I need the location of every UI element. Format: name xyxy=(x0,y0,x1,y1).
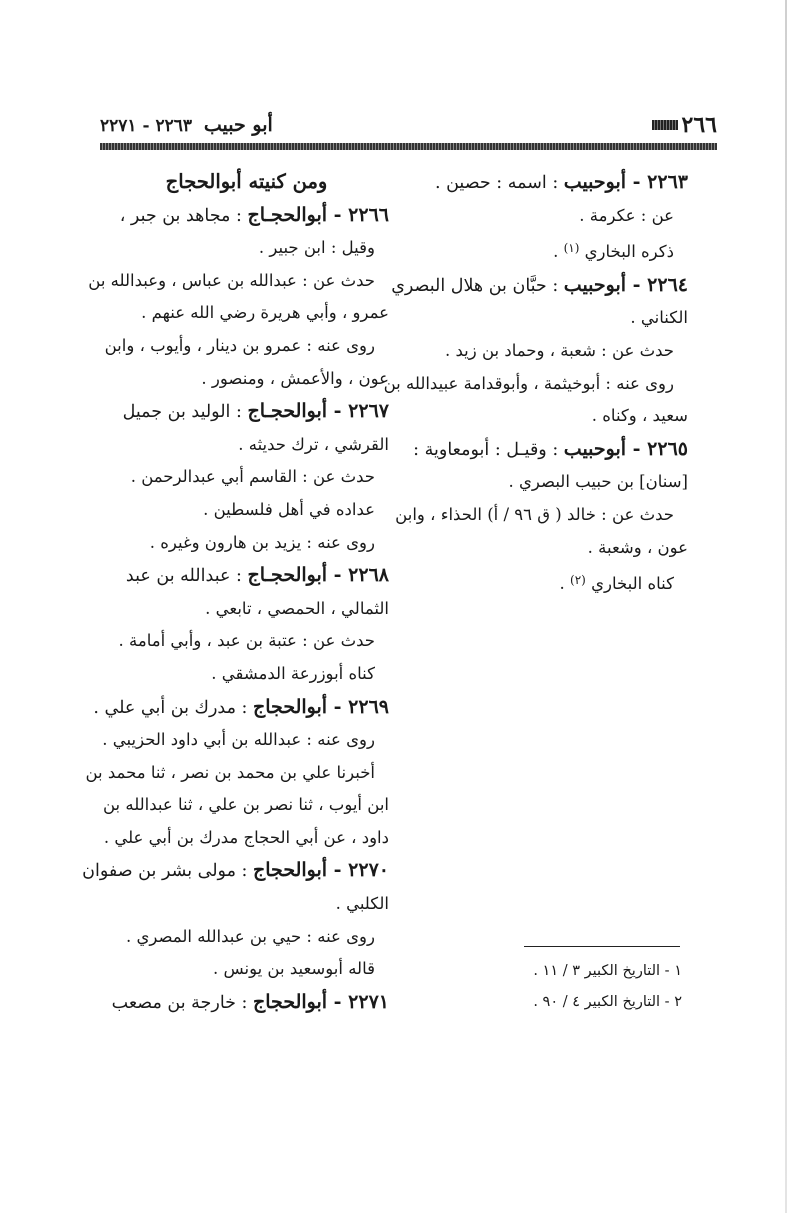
entry-number: ٢٢٦٧ - xyxy=(327,400,389,423)
page-header xyxy=(100,112,717,140)
line-text: حدث عن : شعبة ، وحماد بن زيد . xyxy=(445,340,674,360)
entry-line xyxy=(93,691,389,725)
entry-kunya: أبوالحجـاج xyxy=(247,203,328,226)
entry-text: : حبَّان بن هلال البصري xyxy=(391,275,564,296)
continuation-line xyxy=(408,466,688,499)
line-tail: . xyxy=(559,574,571,594)
text-line xyxy=(88,265,389,298)
line-text: أخبرنا علي بن محمد بن نصر ، ثنا محمد بن xyxy=(85,762,375,782)
text-line xyxy=(408,232,688,269)
footnote-ref: (١) xyxy=(563,241,580,256)
entry-line xyxy=(104,559,389,593)
page-number-block xyxy=(652,112,717,138)
running-header xyxy=(100,114,273,136)
entry-text: : خارجة بن مصعب xyxy=(111,992,253,1013)
entry-number: ٢٢٧٠ - xyxy=(327,859,389,882)
entry-text: : مجاهد بن جبر ، xyxy=(119,205,248,226)
entry-kunya: أبوالحجاج xyxy=(253,695,328,718)
entry-text: : مدرك بن أبي علي . xyxy=(93,697,253,718)
line-text: حدث عن : القاسم أبي عبدالرحمن . xyxy=(130,467,375,487)
line-text: عون ، وشعبة . xyxy=(587,537,688,557)
entry-kunya: أبوالحجاج xyxy=(253,990,328,1013)
continuation-line xyxy=(104,593,389,626)
text-line xyxy=(104,953,389,986)
line-tail: . xyxy=(553,242,564,262)
text-line xyxy=(395,499,688,532)
entry-number: ٢٢٦٨ - xyxy=(327,564,389,587)
continuation-line xyxy=(104,822,389,855)
footnote-item: ٢ - التاريخ الكبير ٤ / ٩٠ . xyxy=(533,994,682,1010)
line-text: روى عنه : حيي بن عبدالله المصري . xyxy=(125,926,375,946)
text-line xyxy=(104,330,389,363)
continuation-line xyxy=(104,789,389,822)
entry-line xyxy=(104,199,389,233)
text-line xyxy=(104,625,389,658)
entry-text: : مولى بشر بن صفوان xyxy=(82,861,253,882)
line-text: كناه البخاري xyxy=(591,574,674,594)
page-edge xyxy=(785,0,787,1213)
line-text: ذكره البخاري xyxy=(584,242,674,262)
text-line xyxy=(408,564,688,601)
line-text: حدث عن : عبدالله بن عباس ، وعبدالله بن xyxy=(88,270,375,290)
entry-text: : اسمه : حصين . xyxy=(434,173,564,193)
entry-kunya: أبوحبيب xyxy=(563,273,627,296)
entry-text: : وقيـل : أبومعاوية : xyxy=(413,439,564,460)
continuation-line xyxy=(408,302,688,335)
text-line xyxy=(104,232,389,265)
text-line xyxy=(104,494,389,527)
text-line xyxy=(104,658,389,691)
entry-text: : عبدالله بن عبد xyxy=(125,566,248,587)
entry-number: ٢٢٦٤ - xyxy=(626,273,688,296)
entry-kunya: أبوالحجـاج xyxy=(247,564,328,587)
entry-number: ٢٢٦٣ - xyxy=(626,171,688,193)
line-text: قاله أبوسعيد بن يونس . xyxy=(212,959,375,979)
entry-range: ٢٢٦٣ - ٢٢٧١ xyxy=(100,116,192,136)
header-ornament xyxy=(652,120,678,130)
entry-line xyxy=(391,269,688,303)
footnote-ref: (٢) xyxy=(570,573,586,588)
line-text: [سنان] بن حبيب البصري . xyxy=(508,472,688,492)
entry-line xyxy=(104,395,389,429)
text-line xyxy=(104,724,389,757)
text-line xyxy=(85,757,389,790)
line-text: روى عنه : عبدالله بن أبي داود الحزيبي . xyxy=(102,730,375,750)
footnote-rule xyxy=(524,946,680,947)
continuation-line xyxy=(104,888,389,921)
line-text: عداده في أهل فلسطين . xyxy=(203,499,375,519)
line-text: ابن أيوب ، ثنا نصر بن علي ، ثنا عبدالله بن xyxy=(102,795,389,815)
continuation-line xyxy=(408,532,688,565)
line-text: داود ، عن أبي الحجاج مدرك بن أبي علي . xyxy=(103,827,389,847)
continuation-line xyxy=(408,400,688,433)
line-text: عون ، والأعمش ، ومنصور . xyxy=(201,368,389,388)
entry-kunya: أبوحبيب xyxy=(563,171,627,193)
header-rule xyxy=(100,143,717,150)
line-text: الثمالي ، الحمصي ، تابعي . xyxy=(205,598,389,618)
line-text: الكلبي . xyxy=(335,894,389,914)
text-line xyxy=(104,527,389,560)
text-line xyxy=(408,335,688,368)
line-text: عمرو ، وأبي هريرة رضي الله عنهم . xyxy=(141,303,389,323)
entry-kunya: أبوالحجـاج xyxy=(247,400,328,423)
text-line xyxy=(104,461,389,494)
entry-line xyxy=(408,166,688,200)
continuation-line xyxy=(104,363,389,396)
text-line xyxy=(383,368,688,401)
entry-number: ٢٢٦٩ - xyxy=(327,695,389,718)
footnotes xyxy=(470,956,682,1018)
line-text: روى عنه : يزيد بن هارون وغيره . xyxy=(149,532,375,552)
entry-number: ٢٢٦٥ - xyxy=(626,437,688,460)
left-column xyxy=(82,166,389,1019)
line-text: عن : عكرمة . xyxy=(579,205,674,225)
entry-number: ٢٢٦٦ - xyxy=(327,203,389,226)
entry-line xyxy=(104,986,389,1020)
line-text: وقيل : ابن جبير . xyxy=(258,238,375,258)
entry-kunya: أبوالحجاج xyxy=(253,859,328,882)
text-line xyxy=(408,200,688,233)
page-number: ٢٦٦ xyxy=(681,112,717,138)
running-title: أبو حبيب xyxy=(203,114,273,136)
line-text: روى عنه : أبوخيثمة ، وأبوقدامة عبيدالله بن xyxy=(383,373,674,393)
line-text: كناه أبوزرعة الدمشقي . xyxy=(211,663,375,683)
line-text: سعيد ، وكناه . xyxy=(591,406,688,426)
right-column xyxy=(383,166,688,601)
entry-kunya: أبوحبيب xyxy=(563,437,627,460)
section-heading: ومن كنيته أبوالحجاج xyxy=(165,170,328,193)
entry-line xyxy=(408,433,688,467)
text-line xyxy=(104,921,389,954)
line-text: حدث عن : عتبة بن عبد ، وأبي أمامة . xyxy=(118,631,375,651)
line-text: القرشي ، ترك حديثه . xyxy=(238,434,389,454)
entry-line xyxy=(82,854,389,888)
entry-number: ٢٢٧١ - xyxy=(327,990,389,1013)
continuation-line xyxy=(104,297,389,330)
line-text: حدث عن : خالد ( ق ٩٦ / أ) الحذاء ، وابن xyxy=(395,504,674,524)
entry-text: : الوليد بن جميل xyxy=(122,402,248,423)
line-text: روى عنه : عمرو بن دينار ، وأيوب ، وابن xyxy=(104,335,375,355)
continuation-line xyxy=(104,429,389,462)
line-text: الكناني . xyxy=(630,308,688,328)
footnote-item: ١ - التاريخ الكبير ٣ / ١١ . xyxy=(533,963,682,979)
